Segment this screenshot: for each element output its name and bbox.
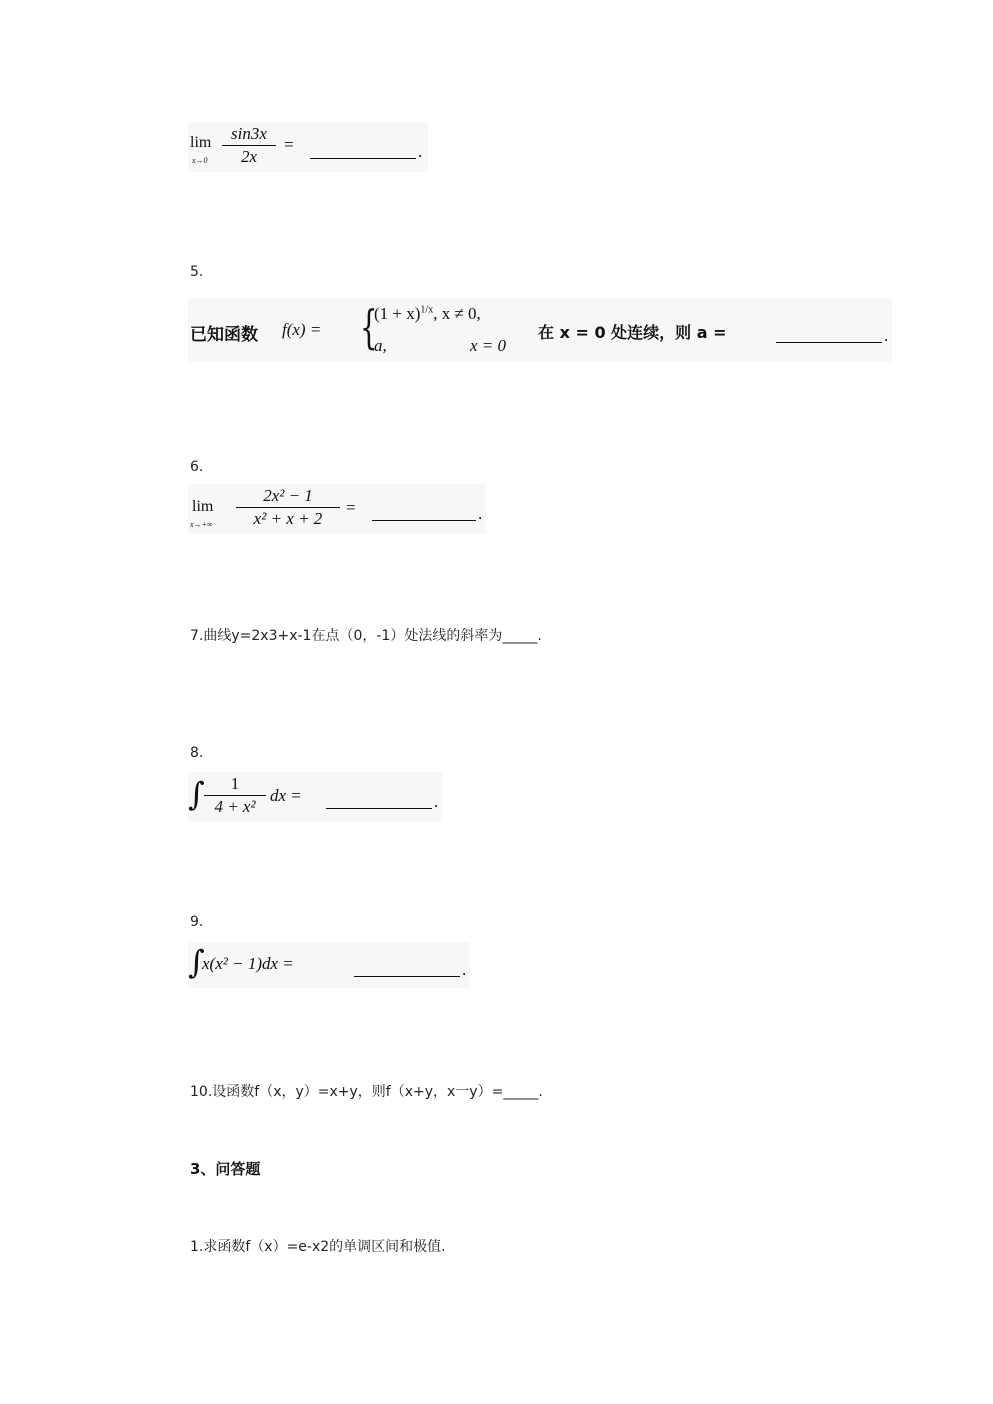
section-title: 3、问答题 xyxy=(190,1160,261,1178)
q5-number: 5. xyxy=(190,264,204,280)
q6-formula xyxy=(188,484,486,534)
period: . xyxy=(462,960,467,979)
case1-expr: (1 + x) xyxy=(374,304,421,323)
fraction-denominator: 2x xyxy=(240,147,258,166)
q6-fraction xyxy=(236,486,340,529)
period: . xyxy=(478,504,483,523)
equals-sign: = xyxy=(284,135,294,154)
q6-number: 6. xyxy=(190,459,204,475)
integral-sign: ∫ xyxy=(188,943,205,981)
answer-blank xyxy=(776,342,882,343)
lim-operator: lim xyxy=(192,498,214,515)
q9-body: x(x² − 1)dx = xyxy=(202,954,294,973)
fraction-denominator: x² + x + 2 xyxy=(253,509,323,528)
lim-operator: lim xyxy=(190,134,212,151)
fraction-numerator: sin3x xyxy=(231,124,267,143)
q5-suffix: 在 x = 0 处连续，则 a = xyxy=(538,323,727,342)
q8-number: 8. xyxy=(190,745,204,761)
equals-sign: = xyxy=(346,498,356,517)
q5-function: f(x) = xyxy=(282,320,322,339)
fraction-denominator: 4 + x² xyxy=(214,797,256,816)
q5-case2: a, xyxy=(374,336,387,355)
answer-blank xyxy=(310,158,416,159)
piecewise-brace: { xyxy=(360,300,378,354)
case1-exponent: 1/x xyxy=(420,304,434,316)
q8-fraction xyxy=(204,774,266,817)
answer-blank xyxy=(326,808,432,809)
qa1-text: 1.求函数f（x）=e-x2的单调区间和极值. xyxy=(190,1239,446,1255)
fraction-bar xyxy=(204,795,266,796)
case1-condition: , x ≠ 0, xyxy=(433,304,481,323)
q9-formula xyxy=(188,942,470,988)
q9-number: 9. xyxy=(190,914,204,930)
fraction-numerator: 2x² − 1 xyxy=(263,486,313,505)
q4-fraction xyxy=(222,124,276,167)
answer-blank xyxy=(372,520,476,521)
fraction-bar xyxy=(236,507,340,508)
q5-case2-condition: x = 0 xyxy=(470,336,507,355)
q8-formula xyxy=(188,772,442,822)
period: . xyxy=(418,142,423,161)
answer-blank xyxy=(354,976,460,977)
period: . xyxy=(434,792,439,811)
q7-text: 7.曲线y=2x3+x-1在点（0，-1）处法线的斜率为_____. xyxy=(190,628,542,644)
q4-formula xyxy=(188,122,428,172)
q5-case1 xyxy=(374,304,481,324)
q5-prefix: 已知函数 xyxy=(190,325,258,345)
q10-text: 10.设函数f（x，y）=x+y，则f（x+y，x一y）=_____. xyxy=(190,1084,543,1100)
q8-dx: dx = xyxy=(270,786,302,805)
fraction-bar xyxy=(222,145,276,146)
lim-subscript: x→0 xyxy=(192,156,208,165)
lim-subscript: x→+∞ xyxy=(190,520,213,529)
integral-sign: ∫ xyxy=(188,775,205,813)
q5-formula xyxy=(188,298,892,362)
fraction-numerator: 1 xyxy=(230,774,240,793)
period: . xyxy=(884,326,889,345)
